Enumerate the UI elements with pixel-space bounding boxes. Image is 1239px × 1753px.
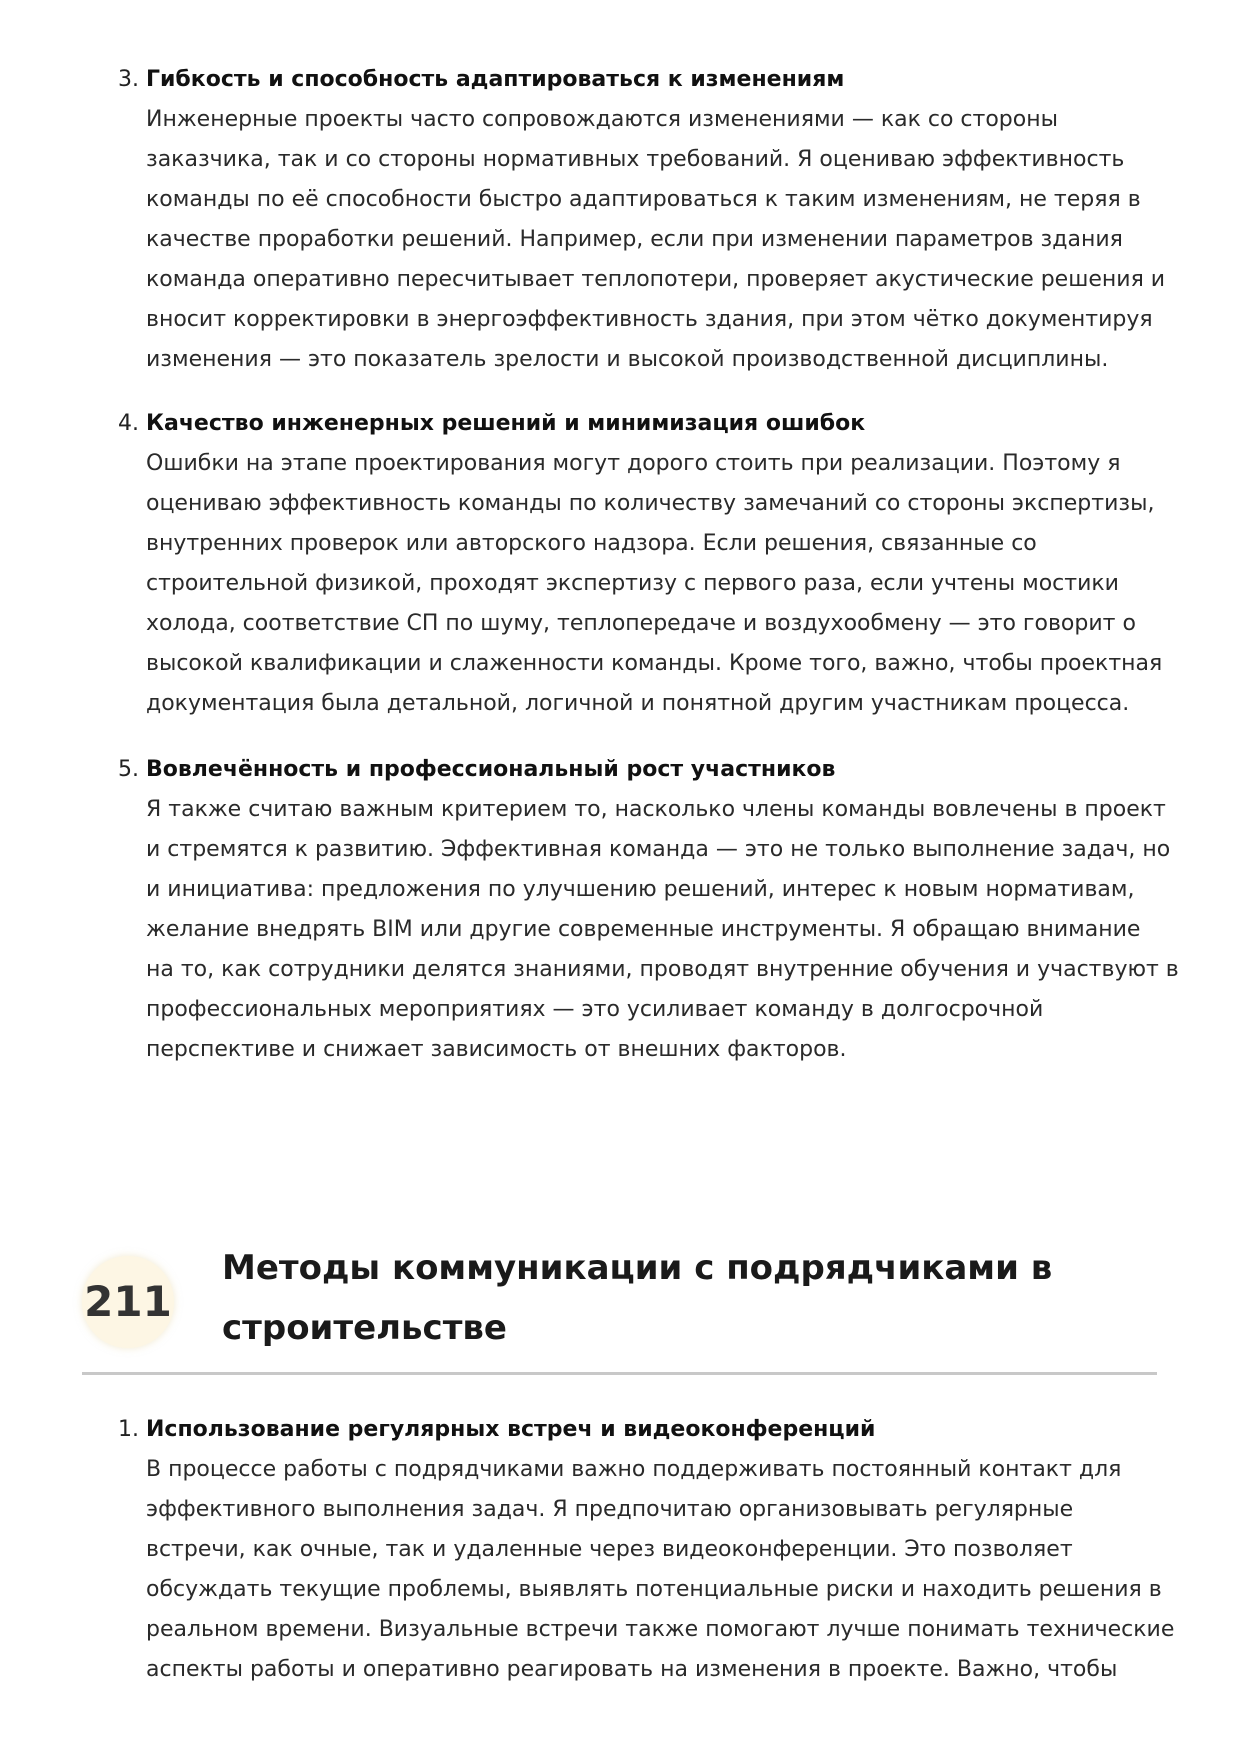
- list-item-flexibility: [118, 60, 1166, 380]
- body-line: оцениваю эффективность команды по количеству замечаний со стороны экспертизы,: [146, 491, 1155, 516]
- body-line: команды по её способности быстро адаптироваться к таким изменениям, не теряя в: [146, 187, 1141, 212]
- body-line: встречи, как очные, так и удаленные через видеоконференции. Это позволяет: [146, 1537, 1073, 1562]
- list-item-heading: [118, 404, 1163, 444]
- list-item-title: Гибкость и способность адаптироваться к изменениям: [146, 67, 845, 92]
- section-number-badge: 211: [82, 1256, 174, 1348]
- list-item-title: Использование регулярных встреч и видеоконференций: [146, 1417, 876, 1442]
- list-item-number: 1.: [118, 1417, 139, 1442]
- list-item-quality: [118, 404, 1163, 724]
- body-line: документация была детальной, логичной и понятной другим участникам процесса.: [146, 691, 1130, 716]
- body-line: качестве проработки решений. Например, если при изменении параметров здания: [146, 227, 1123, 252]
- list-item-body: [118, 100, 1166, 380]
- body-line: строительной физикой, проходят экспертизу с первого раза, если учтены мостики: [146, 571, 1119, 596]
- body-line: Инженерные проекты часто сопровождаются изменениями — как со стороны: [146, 107, 1058, 132]
- list-item-engagement: [118, 750, 1179, 1070]
- body-line: изменения — это показатель зрелости и высокой производственной дисциплины.: [146, 347, 1109, 372]
- body-line: В процессе работы с подрядчиками важно поддерживать постоянный контакт для: [146, 1457, 1122, 1482]
- list-item-body: [118, 1450, 1175, 1690]
- body-line: профессиональных мероприятиях — это усиливает команду в долгосрочной: [146, 997, 1044, 1022]
- section-header: [82, 1238, 1157, 1375]
- body-line: Ошибки на этапе проектирования могут дорого стоить при реализации. Поэтому я: [146, 451, 1121, 476]
- list-item-body: [118, 790, 1179, 1070]
- body-line: вносит корректировки в энергоэффективность здания, при этом чётко документируя: [146, 307, 1153, 332]
- list-item-meetings: [118, 1410, 1175, 1690]
- section-title-line: строительстве: [222, 1308, 507, 1348]
- list-item-number: 4.: [118, 411, 139, 436]
- list-item-title: Вовлечённость и профессиональный рост участников: [146, 757, 836, 782]
- body-line: перспективе и снижает зависимость от внешних факторов.: [146, 1037, 847, 1062]
- section-title-line: Методы коммуникации с подрядчиками в: [222, 1248, 1053, 1288]
- body-line: заказчика, так и со стороны нормативных требований. Я оцениваю эффективность: [146, 147, 1125, 172]
- list-item-title: Качество инженерных решений и минимизация ошибок: [146, 411, 866, 436]
- body-line: внутренних проверок или авторского надзора. Если решения, связанные со: [146, 531, 1037, 556]
- body-line: холода, соответствие СП по шуму, теплопередаче и воздухообмену — это говорит о: [146, 611, 1136, 636]
- body-line: реальном времени. Визуальные встречи также помогают лучше понимать технические: [146, 1617, 1175, 1642]
- body-line: высокой квалификации и слаженности команды. Кроме того, важно, чтобы проектная: [146, 651, 1163, 676]
- body-line: и инициатива: предложения по улучшению решений, интерес к новым нормативам,: [146, 877, 1135, 902]
- section-title: [222, 1238, 1052, 1358]
- body-line: эффективного выполнения задач. Я предпочитаю организовывать регулярные: [146, 1497, 1074, 1522]
- body-line: и стремятся к развитию. Эффективная команда — это не только выполнение задач, но: [146, 837, 1171, 862]
- list-item-heading: [118, 750, 1163, 790]
- body-line: на то, как сотрудники делятся знаниями, проводят внутренние обучения и участвуют в: [146, 957, 1179, 982]
- list-item-body: [118, 444, 1163, 724]
- list-item-heading: [118, 1410, 1163, 1450]
- body-line: аспекты работы и оперативно реагировать на изменения в проекте. Важно, чтобы: [146, 1657, 1118, 1682]
- body-line: Я также считаю важным критерием то, насколько члены команды вовлечены в проект: [146, 797, 1166, 822]
- body-line: желание внедрять BIM или другие современные инструменты. Я обращаю внимание: [146, 917, 1141, 942]
- list-item-number: 5.: [118, 757, 139, 782]
- body-line: команда оперативно пересчитывает теплопотери, проверяет акустические решения и: [146, 267, 1166, 292]
- body-line: обсуждать текущие проблемы, выявлять потенциальные риски и находить решения в: [146, 1577, 1162, 1602]
- list-item-heading: [118, 60, 1163, 100]
- list-item-number: 3.: [118, 67, 139, 92]
